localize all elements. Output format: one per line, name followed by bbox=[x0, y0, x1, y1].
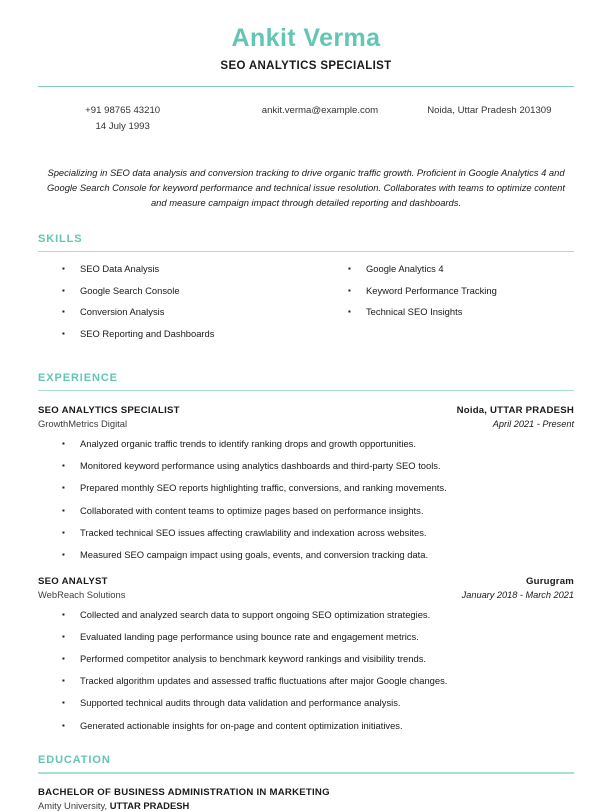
job-role: SEO ANALYTICS SPECIALIST bbox=[38, 405, 180, 417]
skill-label: SEO Data Analysis bbox=[80, 262, 160, 274]
bullet-text: Supported technical audits through data validation and performance analysis. bbox=[80, 697, 401, 709]
education-school-name: Amity University, bbox=[38, 799, 110, 811]
bullet-text: Performed competitor analysis to benchmark keyword rankings and visibility trends. bbox=[80, 653, 426, 665]
list-item bbox=[38, 460, 574, 473]
bullet-text: Prepared monthly SEO reports highlighting traffic, conversions, and ranking movements. bbox=[80, 482, 447, 494]
list-item bbox=[38, 263, 306, 276]
job-role: SEO ANALYST bbox=[38, 575, 108, 587]
experience-heading: EXPERIENCE bbox=[38, 371, 118, 384]
list-item bbox=[38, 527, 574, 540]
list-item bbox=[324, 285, 574, 298]
list-item bbox=[38, 549, 574, 562]
job-company: GrowthMetrics Digital bbox=[38, 418, 128, 430]
education-school-state: UTTAR PRADESH bbox=[109, 799, 190, 811]
bullet-text: Tracked technical SEO issues affecting crawlability and indexation across websites. bbox=[80, 526, 427, 538]
list-item bbox=[38, 285, 306, 298]
bullet-text: Collaborated with content teams to optimize pages based on performance insights. bbox=[80, 504, 424, 516]
bullet-icon: ▪ bbox=[62, 609, 65, 619]
job-bullet-list bbox=[38, 438, 574, 562]
job-location: Gurugram bbox=[526, 575, 574, 587]
bullet-icon: ▪ bbox=[348, 307, 351, 317]
skill-label: Keyword Performance Tracking bbox=[366, 284, 497, 296]
bullet-icon: ▪ bbox=[62, 631, 65, 641]
bullet-icon: ▪ bbox=[62, 549, 65, 559]
job-company: WebReach Solutions bbox=[38, 588, 126, 600]
bullet-icon: ▪ bbox=[348, 285, 351, 295]
experience-divider bbox=[38, 390, 574, 391]
bullet-icon: ▪ bbox=[62, 720, 65, 730]
education-school bbox=[38, 800, 574, 811]
bullet-text: Analyzed organic traffic trends to identify ranking drops and growth opportunities. bbox=[80, 438, 416, 450]
professional-summary: Specializing in SEO data analysis and conversion tracking to drive organic traffic growth. Proficient in Google Analytics 4 and Google Search Console for keyword performance and technical issue resolution. Collaborates with teams to optimize content and measure campaign impact through detailed reporting and dashboards. bbox=[47, 166, 565, 209]
education-entry bbox=[38, 787, 574, 811]
contact-birth-date: 14 July 1993 bbox=[95, 120, 150, 132]
list-item bbox=[38, 675, 574, 688]
bullet-icon: ▪ bbox=[348, 263, 351, 273]
list-item bbox=[38, 720, 574, 733]
bullet-text: Generated actionable insights for on-page and content optimization initiatives. bbox=[80, 719, 403, 731]
list-item bbox=[38, 306, 306, 319]
bullet-icon: ▪ bbox=[62, 461, 65, 471]
skill-label: Google Analytics 4 bbox=[366, 262, 444, 274]
education-divider bbox=[38, 772, 574, 773]
list-item bbox=[38, 505, 574, 518]
bullet-text: Tracked algorithm updates and assessed traffic fluctuations after major Google changes. bbox=[80, 675, 448, 687]
header-divider bbox=[38, 86, 574, 87]
list-item bbox=[324, 263, 574, 276]
contact-column-left bbox=[38, 103, 235, 135]
bullet-icon: ▪ bbox=[62, 307, 65, 317]
bullet-text: Collected and analyzed search data to support ongoing SEO optimization strategies. bbox=[80, 608, 431, 620]
bullet-icon: ▪ bbox=[62, 285, 65, 295]
experience-entry bbox=[38, 576, 574, 733]
skills-list bbox=[38, 263, 574, 350]
bullet-text: Monitored keyword performance using analytics dashboards and third-party SEO tools. bbox=[80, 460, 441, 472]
list-item bbox=[324, 306, 574, 319]
list-item bbox=[38, 438, 574, 451]
skill-label: Google Search Console bbox=[80, 284, 180, 296]
candidate-job-title: SEO ANALYTICS SPECIALIST bbox=[220, 59, 392, 72]
bullet-icon: ▪ bbox=[62, 698, 65, 708]
education-heading: EDUCATION bbox=[38, 754, 111, 767]
job-bullet-list bbox=[38, 609, 574, 733]
experience-entry-subheader bbox=[38, 589, 574, 600]
bullet-icon: ▪ bbox=[62, 505, 65, 515]
contact-info bbox=[38, 103, 574, 135]
resume-header bbox=[38, 24, 574, 87]
list-item bbox=[38, 653, 574, 666]
bullet-icon: ▪ bbox=[62, 439, 65, 449]
bullet-icon: ▪ bbox=[62, 328, 65, 338]
list-item bbox=[38, 482, 574, 495]
skill-label: Conversion Analysis bbox=[80, 306, 165, 318]
bullet-text: Measured SEO campaign impact using goals, events, and conversion tracking data. bbox=[80, 548, 429, 560]
education-degree: BACHELOR OF BUSINESS ADMINISTRATION IN MARKETING bbox=[38, 786, 330, 798]
job-location: Noida, UTTAR PRADESH bbox=[456, 405, 574, 417]
contact-phone: +91 98765 43210 bbox=[85, 105, 161, 117]
skills-divider bbox=[38, 251, 574, 252]
list-item bbox=[38, 631, 574, 644]
list-item bbox=[38, 697, 574, 710]
experience-entry-header bbox=[38, 576, 574, 587]
contact-email: ankit.verma@example.com bbox=[261, 105, 379, 117]
bullet-icon: ▪ bbox=[62, 527, 65, 537]
contact-location: Noida, Uttar Pradesh 201309 bbox=[427, 105, 552, 117]
experience-entry-header bbox=[38, 405, 574, 416]
education-section bbox=[38, 754, 574, 810]
bullet-text: Evaluated landing page performance using bounce rate and engagement metrics. bbox=[80, 630, 419, 642]
skills-column-left bbox=[38, 263, 306, 350]
contact-column-middle bbox=[235, 103, 404, 135]
list-item bbox=[38, 328, 306, 341]
job-dates: April 2021 - Present bbox=[492, 419, 574, 430]
contact-column-right bbox=[405, 103, 574, 135]
list-item bbox=[38, 609, 574, 622]
skills-column-right bbox=[306, 263, 574, 350]
bullet-icon: ▪ bbox=[62, 263, 65, 273]
experience-entry-subheader bbox=[38, 418, 574, 429]
experience-section bbox=[38, 372, 574, 733]
skills-heading: SKILLS bbox=[38, 232, 83, 245]
skill-label: Technical SEO Insights bbox=[366, 306, 463, 318]
skills-section bbox=[38, 233, 574, 350]
experience-entry bbox=[38, 405, 574, 562]
candidate-name: Ankit Verma bbox=[231, 24, 381, 52]
bullet-icon: ▪ bbox=[62, 483, 65, 493]
bullet-icon: ▪ bbox=[62, 654, 65, 664]
job-dates: January 2018 - March 2021 bbox=[461, 589, 574, 600]
bullet-icon: ▪ bbox=[62, 676, 65, 686]
skill-label: SEO Reporting and Dashboards bbox=[80, 327, 215, 339]
